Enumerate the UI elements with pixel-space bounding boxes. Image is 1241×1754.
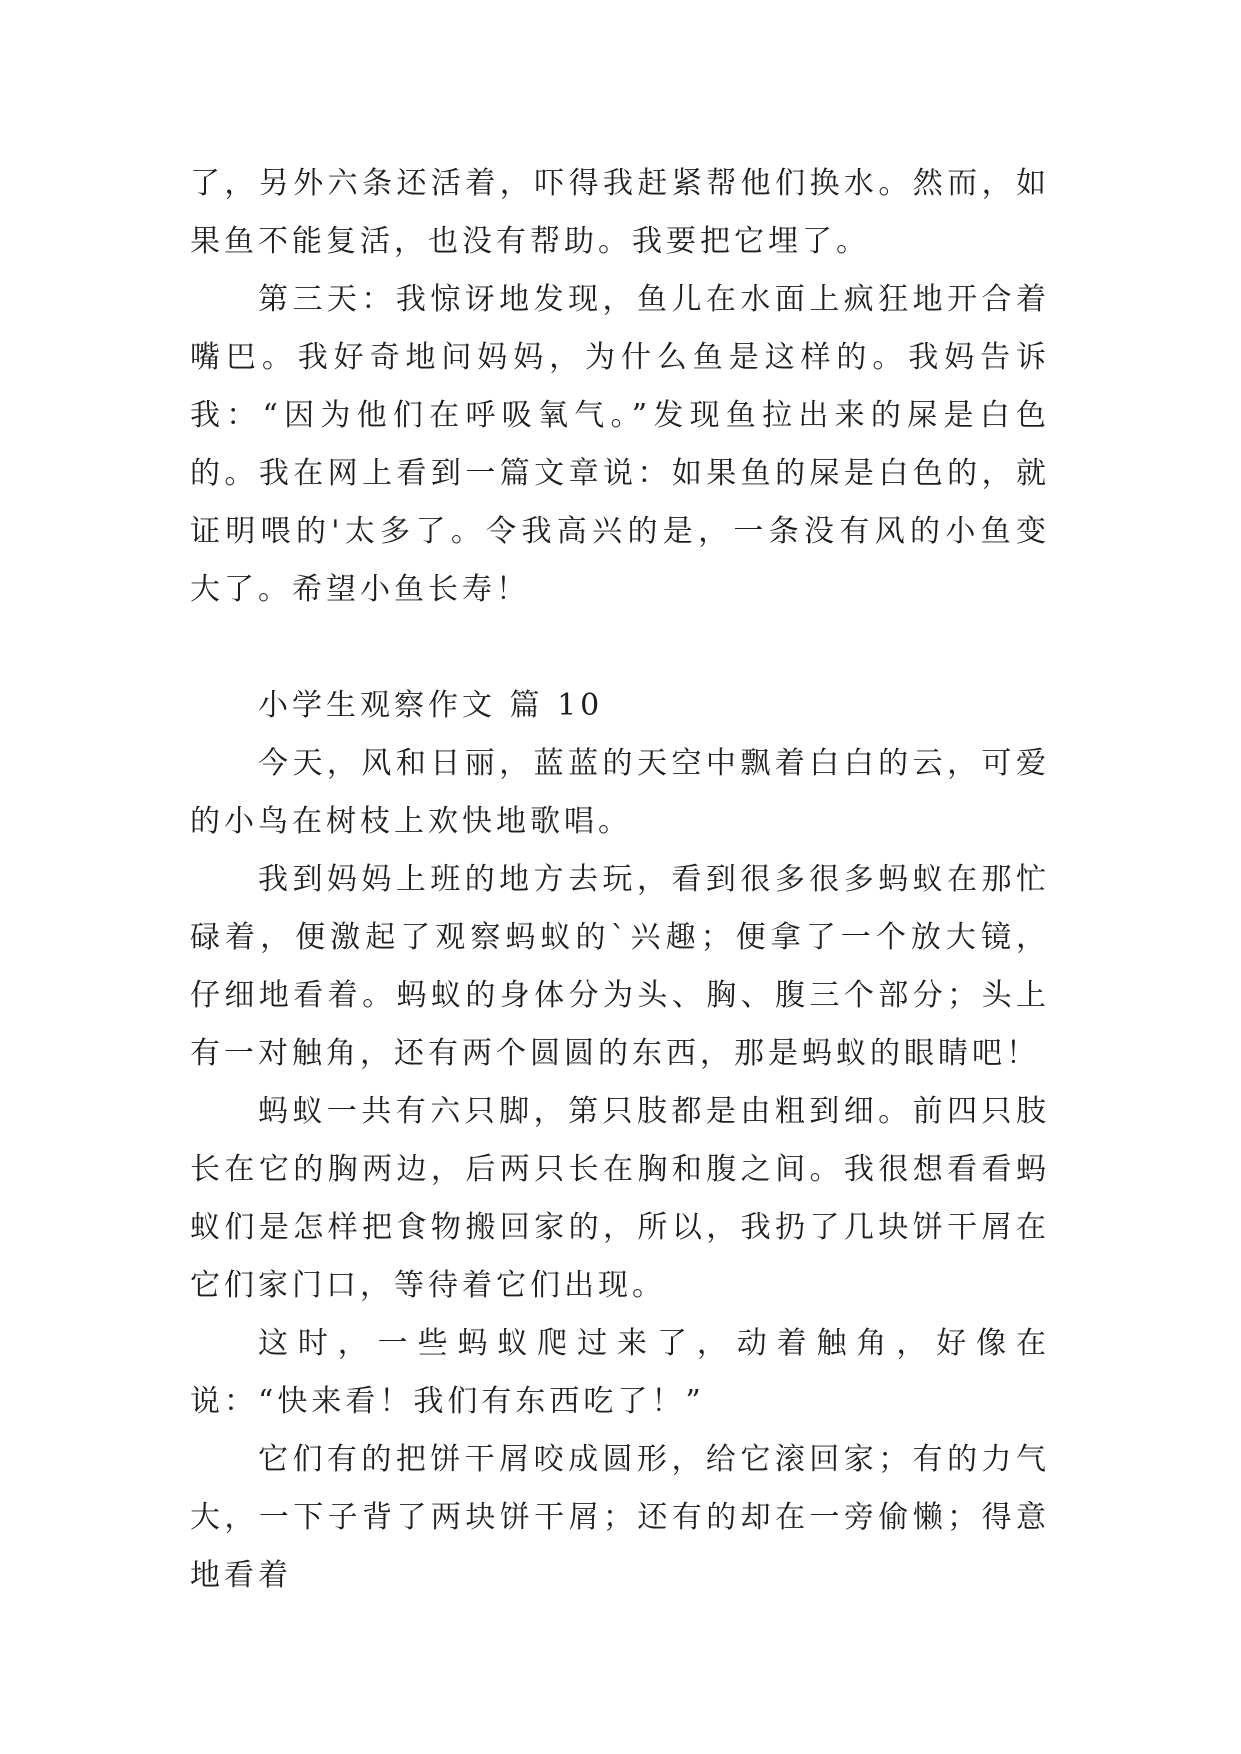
paragraph: 它们有的把饼干屑咬成圆形，给它滚回家；有的力气大，一下子背了两块饼干屑；还有的却在一旁偷懒；得意地看着 xyxy=(190,1442,1050,1593)
paragraph: 第三天：我惊讶地发现，鱼儿在水面上疯狂地开合着嘴巴。我好奇地问妈妈，为什么鱼是这样的。我妈告诉我：“因为他们在呼吸氧气。”发现鱼拉出来的屎是白色的。我在网上看到一篇文章说：如果鱼的屎是白色的，就证明喂的'太多了。令我高兴的是，一条没有风的小鱼变大了。希望小鱼长寿！ xyxy=(190,282,1050,607)
paragraph: 蚂蚁一共有六只脚，第只肢都是由粗到细。前四只肢长在它的胸两边，后两只长在胸和腹之间。我很想看看蚂蚁们是怎样把食物搬回家的，所以，我扔了几块饼干屑在它们家门口，等待着它们出现。 xyxy=(190,1094,1050,1303)
paragraph: 今天，风和日丽，蓝蓝的天空中飘着白白的云，可爱的小鸟在树枝上欢快地歌唱。 xyxy=(190,746,1050,839)
paragraph: 了，另外六条还活着，吓得我赶紧帮他们换水。然而，如果鱼不能复活，也没有帮助。我要把它埋了。 xyxy=(190,166,1050,259)
section-title: 小学生观察作文 篇 10 xyxy=(258,688,604,723)
paragraph: 我到妈妈上班的地方去玩，看到很多很多蚂蚁在那忙碌着，便激起了观察蚂蚁的`兴趣；便拿了一个放大镜，仔细地看着。蚂蚁的身体分为头、胸、腹三个部分；头上有一对触角，还有两个圆圆的东西，那是蚂蚁的眼睛吧！ xyxy=(190,862,1050,1071)
paragraph: 这时，一些蚂蚁爬过来了，动着触角，好像在说：“快来看！我们有东西吃了！” xyxy=(190,1326,1050,1419)
document-body xyxy=(190,155,1050,1605)
section-gap xyxy=(190,619,1050,677)
